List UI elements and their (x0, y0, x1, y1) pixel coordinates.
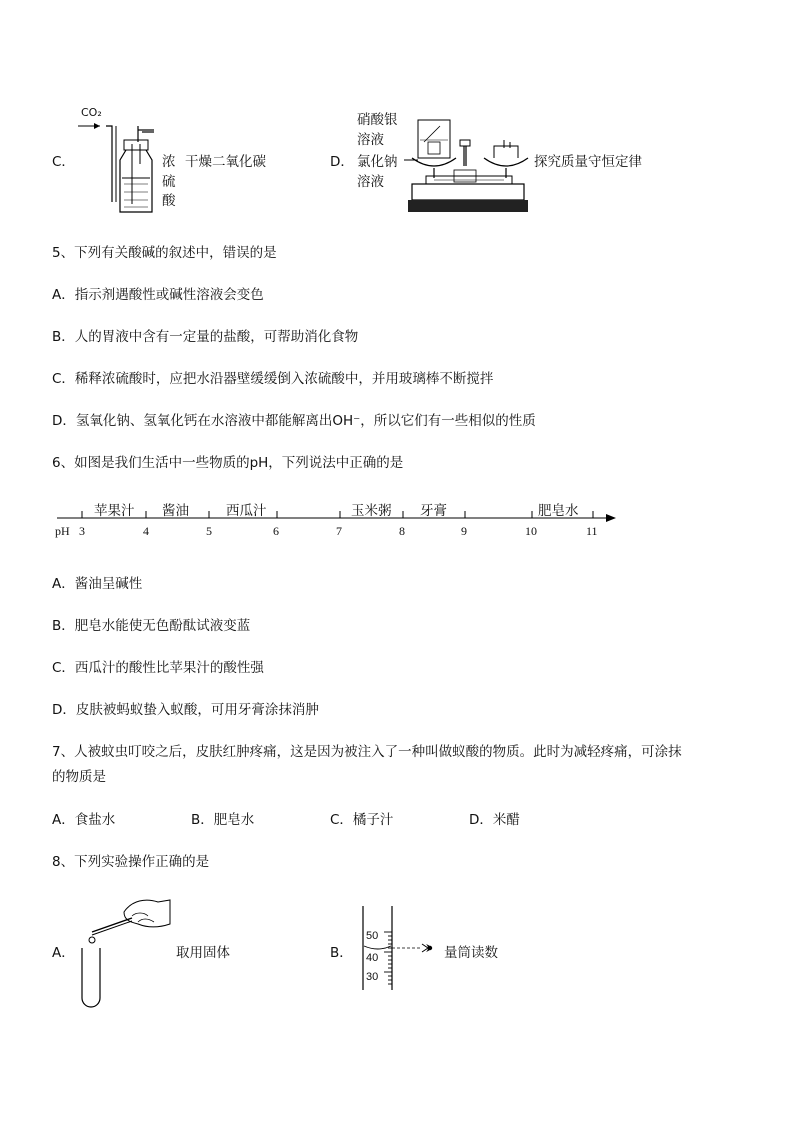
q6-option-c[interactable]: C．西瓜汁的酸性比苹果汁的酸性强 (52, 660, 264, 676)
chem-label-4: 溶液 (357, 174, 384, 190)
q5-option-d[interactable]: D．氢氧化钠、氢氧化钙在水溶液中都能解离出OH⁻，所以它们有一些相似的性质 (52, 413, 536, 429)
ph-item-soy-sauce: 酱油 (162, 503, 189, 519)
q5-option-b[interactable]: B．人的胃液中含有一定量的盐酸，可帮助消化食物 (52, 329, 359, 345)
ph-item-toothpaste: 牙膏 (420, 503, 447, 519)
q7-option-c[interactable]: C．橘子汁 (330, 812, 394, 828)
q6-option-a[interactable]: A．酱油呈碱性 (52, 576, 143, 592)
q4-option-d-label: D． (330, 154, 354, 170)
cylinder-mark-30: 30 (366, 971, 379, 983)
q7-option-a[interactable]: A．食盐水 (52, 812, 116, 828)
ph-item-apple-juice: 苹果汁 (94, 503, 135, 519)
q4-option-d-text: 探究质量守恒定律 (534, 154, 642, 170)
ph-tick: 8 (399, 524, 405, 538)
cylinder-mark-40: 40 (366, 952, 379, 964)
chem-label-1: 硝酸银 (357, 112, 398, 128)
q4-option-c-label: C． (52, 154, 75, 170)
acid-label-1: 浓 (162, 154, 176, 170)
q5-option-a[interactable]: A．指示剂遇酸性或碱性溶液会变色 (52, 287, 264, 303)
ph-item-corn-porridge: 玉米粥 (351, 503, 392, 519)
balance-figure (404, 112, 530, 216)
q7-stem-line-2: 的物质是 (52, 769, 106, 785)
ph-tick: 4 (143, 524, 149, 538)
q8-option-a-text: 取用固体 (176, 945, 230, 961)
q6-option-d[interactable]: D．皮肤被蚂蚁蛰入蚁酸，可用牙膏涂抹消肿 (52, 702, 319, 718)
test-tube-solid-figure (74, 894, 174, 1010)
ph-axis-label: pH (55, 524, 70, 538)
chem-label-2: 溶液 (357, 132, 384, 148)
q8-option-b-text: 量筒读数 (444, 945, 498, 961)
ph-tick: 7 (336, 524, 342, 538)
ph-tick: 11 (586, 524, 598, 538)
acid-label-3: 酸 (162, 193, 176, 209)
cylinder-mark-50: 50 (366, 930, 379, 942)
chem-label-3: 氯化钠 (357, 154, 398, 170)
q5-stem: 5、下列有关酸碱的叙述中，错误的是 (52, 245, 277, 261)
ph-tick: 6 (273, 524, 279, 538)
q7-option-d[interactable]: D．米醋 (469, 812, 520, 828)
q6-stem: 6、如图是我们生活中一些物质的pH，下列说法中正确的是 (52, 455, 404, 471)
ph-tick: 5 (206, 524, 212, 538)
q7-option-b[interactable]: B．肥皂水 (191, 812, 255, 828)
q8-option-b-label[interactable]: B． (330, 945, 353, 961)
co2-label: CO₂ (81, 106, 102, 119)
q7-stem-line-1: 7、人被蚊虫叮咬之后，皮肤红肿疼痛，这是因为被注入了一种叫做蚁酸的物质。此时为减轻疼痛，可涂抹 (52, 744, 682, 760)
gas-washing-bottle-figure (76, 104, 176, 216)
q4-option-c-text: 干燥二氧化碳 (185, 154, 266, 170)
ph-item-watermelon-juice: 西瓜汁 (226, 503, 267, 519)
ph-tick: 9 (461, 524, 467, 538)
ph-tick: 3 (79, 524, 85, 538)
q8-option-a-label[interactable]: A． (52, 945, 75, 961)
ph-tick: 10 (525, 524, 537, 538)
ph-item-soapy-water: 肥皂水 (538, 503, 579, 519)
q6-option-b[interactable]: B．肥皂水能使无色酚酞试液变蓝 (52, 618, 251, 634)
q5-option-c[interactable]: C．稀释浓硫酸时，应把水沿器壁缓缓倒入浓硫酸中，并用玻璃棒不断搅拌 (52, 371, 494, 387)
q8-stem: 8、下列实验操作正确的是 (52, 854, 210, 870)
acid-label-2: 硫 (162, 174, 176, 190)
